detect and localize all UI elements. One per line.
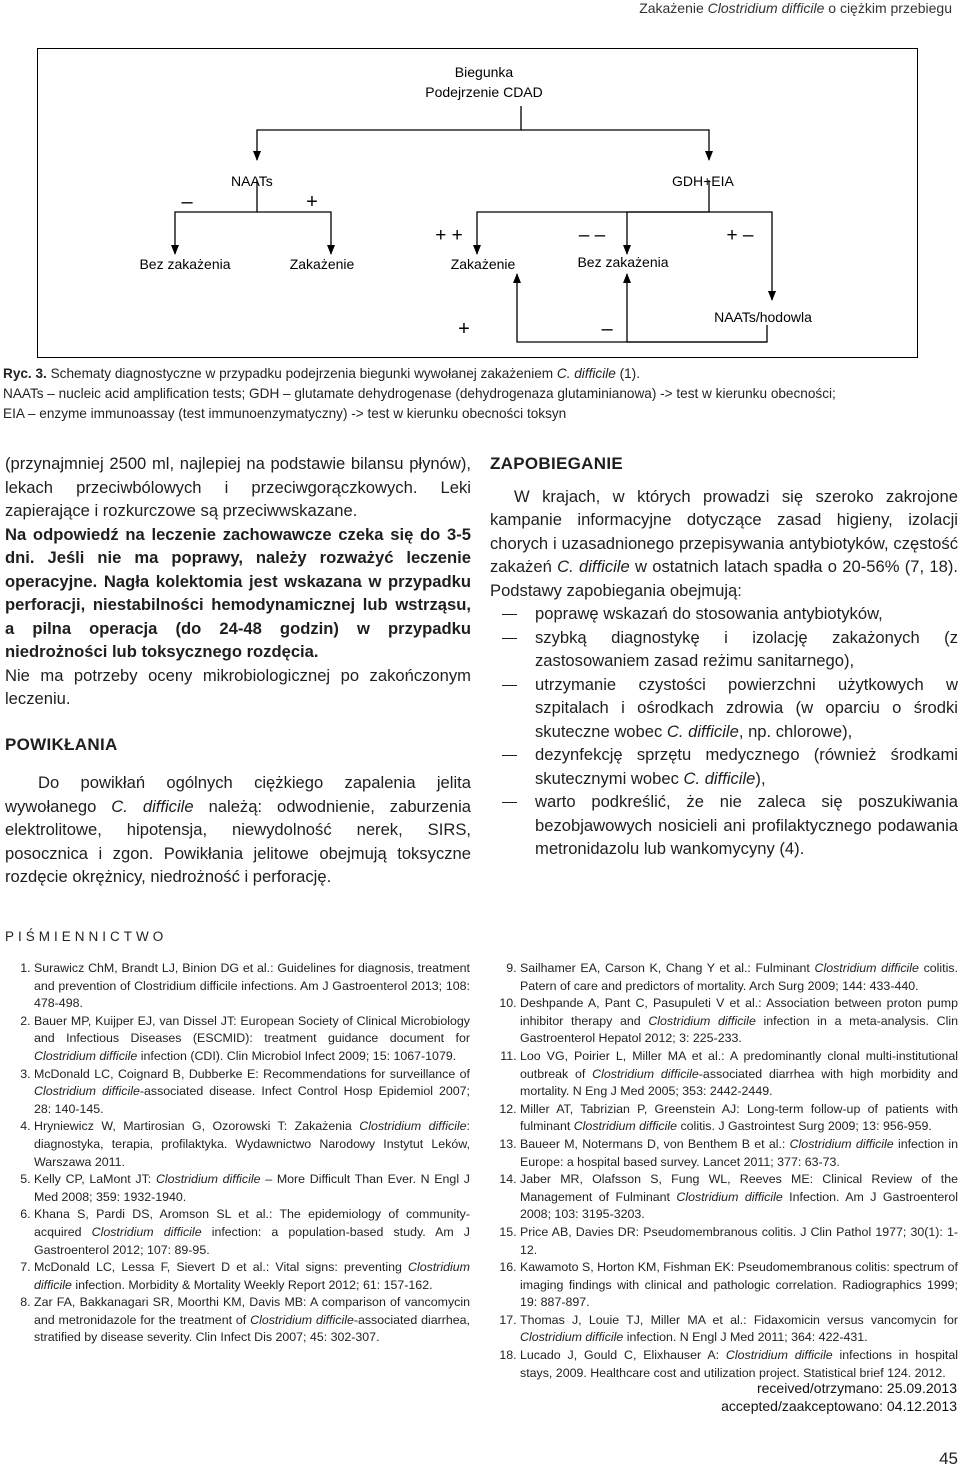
left-paragraph-1: (przynajmniej 2500 ml, najlepiej na podstawie bilansu płynów), lekach przeciwbólowych i przeciwgorączkowych. Leki zapierające i rozkurczowe są przeciwwskazane.: [5, 454, 471, 520]
ref-text-end: -associated diarrhea with high morbidity and mortality. N Eng J Med 2005; 353: 2442-2449.: [520, 1066, 958, 1099]
arrow-gdh-mm: [627, 212, 709, 254]
r-p1-organism: C. difficile: [557, 557, 630, 576]
ref-text-end: -associated disease. Infect Control Hosp Epidemiol 2007; 28: 140-145.: [34, 1084, 470, 1116]
item3-organism: C. difficile: [666, 721, 739, 741]
ref-text: Jaber MR, Olafsson S, Fung WL, Reeves ME: Clinical Review of the Management of Fulminant: [520, 1172, 958, 1204]
prevention-item: warto podkreślić, że nie zaleca się poszukiwania bezobjawowych nosicieli ani profilaktycznego podawania metronidazolu lub wankomycyny (4).: [490, 790, 958, 861]
ref-organism: Clostridium difficile: [648, 1013, 756, 1028]
naats-culture-node: NAATs/hodowla: [714, 309, 812, 325]
ref-text-end: Infection. Am J Gastroenterol 2008; 103: 3195-3203.: [520, 1189, 958, 1222]
ref-organism: Clostridium difficile: [250, 1312, 354, 1327]
p4-organism: C. difficile: [111, 796, 194, 816]
item4-text-end: ),: [755, 768, 766, 788]
left-paragraph-3: Nie ma potrzeby oceny mikrobiologicznej po zakończonym leczeniu.: [5, 665, 471, 708]
reference-item: [34, 1118, 470, 1171]
references-left: [12, 960, 470, 1347]
caption-title: [3, 364, 958, 384]
ref-organism: Clostridium difficile: [34, 1260, 470, 1292]
culture-positive-sign: +: [458, 318, 470, 340]
caption-title-end: (1).: [615, 366, 640, 381]
ref-text: McDonald LC, Coignard B, Dubberke E: Recommendations for surveillance of: [34, 1066, 470, 1081]
r-p1-text: W krajach, w których prowadzi się szeroko zakrojone kampanie informacyjne dotyczące zasad higieny, izolacji chorych i uzasadnionego przepisywania antybiotyków, częstość zakażeń: [490, 486, 958, 576]
prevention-item: [490, 743, 958, 790]
ref-organism: Clostridium difficile: [91, 1224, 202, 1239]
ref-text-end: infection in a meta-analysis. Clin Gastroenterol Hepatol 2012; 3: 225-233.: [520, 1013, 958, 1046]
reference-item: [34, 1066, 470, 1119]
reference-item: [520, 960, 958, 995]
reference-item: [34, 1294, 470, 1347]
r-p1-text-end: w ostatnich latach spadła o 20-56% (7, 18). Podstawy zapobiegania obejmują:: [490, 557, 958, 600]
received-date: received/otrzymano: 25.09.2013: [756, 1380, 957, 1396]
reference-item: [520, 1312, 958, 1347]
ref-organism: Clostridium difficile: [359, 1119, 467, 1134]
ref-text-end: infections in hospital stays, 2009. Healthcare cost and utilization project. Statistical brief 124. 2012.: [520, 1348, 958, 1380]
gdh-double-negative-sign: – –: [578, 225, 606, 246]
arrow-naats-pos: [257, 212, 331, 254]
reference-item: [520, 995, 958, 1048]
reference-item: [520, 1136, 958, 1171]
ref-text: Thomas J, Louie TJ, Miller MA et al.: Fidaxomicin versus vancomycin for: [520, 1312, 958, 1327]
article-dates: [721, 1379, 957, 1415]
ref-text: Baueer M, Notermans D, von Benthem B et al.:: [520, 1136, 790, 1151]
ref-text: Zar FA, Bakkanagari SR, Moorthi KM, Davis MB: A comparison of vancomycin and metronidazole for the treatment of: [34, 1295, 470, 1327]
figure-caption: [3, 364, 958, 424]
p4-text: Do powikłań ogólnych ciężkiego zapalenia jelita wywołanego: [5, 773, 471, 816]
page-number: 45: [939, 1449, 958, 1468]
running-header-suffix: o ciężkim przebiegu: [824, 0, 952, 16]
left-column: [5, 452, 471, 889]
ref-text-end: : diagnostyka, terapia, profilaktyka. Wydawnictwo Narodowy Instytut Leków, Warszawa 2011.: [34, 1119, 470, 1169]
running-header-organism: Clostridium difficile: [707, 0, 825, 16]
outcome-infection-2: Zakażenie: [450, 256, 516, 272]
right-column: [490, 452, 958, 861]
ref-text: Kelly CP, LaMont JT:: [34, 1172, 156, 1187]
reference-item: 16. Kawamoto S, Horton KM, Fishman EK: Pseudomembranous colitis: spectrum of imaging findings with clinical and pathologic correlation. Radiographics 1999; 19: 887-897.: [520, 1259, 958, 1312]
reference-item: 1. Surawicz ChM, Brandt LJ, Binion DG et al.: Guidelines for diagnosis, treatment and prevention of Clostridium difficile infections. Am J Gastroenterol 2013; 108: 478-498.: [34, 960, 470, 1013]
outcome-no-infection-1: Bez zakażenia: [139, 256, 231, 272]
left-paragraph-2: Na odpowiedź na leczenie zachowawcze czeka się do 3-5 dni. Jeśli nie ma poprawy, należy rozważyć leczenie operacyjne. Nagła kolektomia jest wskazana w przypadku perforacji, niestabilności hemodynamicznej lub wstrząsu, a pilna operacja (do 24-48 godzin) w przypadku niedrożności lub toksycznego rozdęcia.: [5, 524, 471, 661]
reference-item: [34, 1013, 470, 1066]
ref-text-end: infection. N Engl J Med 2011; 364: 422-431.: [623, 1330, 868, 1345]
ref-organism: Clostridium difficile: [789, 1136, 894, 1151]
ref-organism: Clostridium difficile: [34, 1048, 138, 1063]
caption-title-text: Schematy diagnostyczne w przypadku podejrzenia biegunki wywołanej zakażeniem: [46, 366, 557, 381]
ref-organism: Clostridium difficile: [573, 1119, 678, 1134]
item3-text: utrzymanie czystości powierzchni użytkowych w szpitalach i ośrodkach zdrowia (w oparciu o środki skuteczne wobec: [535, 674, 958, 741]
ref-text: Deshpande A, Pant C, Pasupuleti V et al.: Association between proton pump inhibitor therapy and: [520, 996, 958, 1028]
ref-text: Khana S, Pardi DS, Aromson SL et al.: The epidemiology of community-acquired: [34, 1207, 470, 1239]
ref-organism: Clostridium difficile: [814, 961, 919, 975]
gdh-double-positive-sign: + +: [435, 225, 463, 246]
p4-text-end: należą: odwodnienie, zaburzenia elektrolitowe, hipotensja, niewydolność nerek, SIRS, posocznica i zgon. Powikłania jelitowe obejmują toksyczne rozdęcie okrężnicy, niedrożność i perforację.: [5, 796, 471, 886]
item4-organism: C. difficile: [683, 768, 756, 788]
arrow-to-gdh: [521, 130, 709, 160]
references-right: [498, 960, 958, 1382]
reference-item: [34, 1206, 470, 1259]
ref-text-end: colitis. J Gastrointest Surg 2009; 13: 956-959.: [677, 1119, 932, 1134]
arrow-culture-pos: [517, 274, 767, 342]
naats-positive-sign: +: [306, 191, 318, 213]
prevention-list: [490, 602, 958, 861]
ref-text: Loo VG, Poirier L, Miller MA et al.: A predominantly clonal multi-institutional outbreak of: [520, 1048, 958, 1081]
item4-text: dezynfekcję sprzętu medycznego (również środkami skutecznymi wobec: [535, 745, 958, 788]
ref-text-end: infection: a population-based study. Am J Gastroenterol 2012; 107: 89-95.: [34, 1224, 470, 1257]
outcome-no-infection-2: Bez zakażenia: [577, 254, 669, 270]
ref-text: Lucado J, Gould C, Elixhauser A:: [520, 1348, 726, 1363]
ref-text: Miller AT, Tabrizian P, Greenstein AJ: Long-term follow-up of patients with fulminant: [520, 1101, 958, 1134]
reference-item: [520, 1171, 958, 1224]
flowchart-connectors: [175, 106, 772, 342]
ref-organism: Clostridium difficile: [676, 1189, 783, 1204]
caption-abbrev-2: EIA – enzyme immunoassay (test immunoenzymatyczny) -> test w kierunku obecności toksyn: [3, 406, 567, 421]
ref-text-end: infection in Europe: a hospital based survey. Lancet 2011; 377: 63-73.: [520, 1136, 958, 1169]
reference-item: [520, 1048, 958, 1101]
running-header-prefix: Zakażenie: [639, 0, 708, 16]
reference-item: [34, 1259, 470, 1294]
flowchart-start-line1: Biegunka: [454, 64, 514, 80]
arrow-culture-neg: [627, 274, 767, 342]
ref-organism: Clostridium difficile: [34, 1084, 140, 1099]
ref-text-end: infection. Morbidity & Mortality Weekly Report 2012; 61: 157-162.: [71, 1277, 433, 1292]
ref-text: Sailhamer EA, Carson K, Chang Y et al.: Fulminant: [520, 961, 815, 975]
gdh-mixed-sign: + –: [726, 225, 754, 246]
prevention-item: szybką diagnostykę i izolację zakażonych (z zastosowaniem zasad reżimu sanitarnego),: [490, 626, 958, 673]
ref-text-end: -associated diarrhea, stratified by disease severity. Clin Infect Dis 2007; 45: 302-307.: [34, 1312, 470, 1345]
culture-negative-sign: –: [601, 318, 613, 340]
gdh-eia-node: GDH+EIA: [672, 173, 734, 189]
accepted-date: accepted/zaakceptowano: 04.12.2013: [721, 1398, 957, 1414]
ref-organism: Clostridium difficile: [155, 1172, 261, 1187]
caption-organism: C. difficile: [556, 366, 616, 381]
prevention-heading: ZAPOBIEGANIE: [490, 454, 624, 473]
reference-item: 15. Price AB, Davies DR: Pseudomembranous colitis. J Clin Pathol 1977; 30(1): 1-12.: [520, 1224, 958, 1259]
right-paragraph-1: [490, 485, 958, 603]
item3-text-end: , np. chlorowe),: [738, 721, 853, 741]
ref-text: Bauer MP, Kuijper EJ, van Dissel JT: European Society of Clinical Microbiology and Infectious Diseases (ESCMID): treatment guidance document for: [34, 1013, 470, 1046]
arrow-to-naats: [257, 106, 521, 160]
ref-text-end: colitis. Patern of care and predictors of mortality. Arch Surg 2009; 144: 433-440.: [520, 961, 958, 993]
reference-item: [520, 1347, 958, 1382]
diagnostic-flowchart: [37, 48, 918, 358]
ref-organism: Clostridium difficile: [520, 1330, 624, 1345]
ref-organism: Clostridium difficile: [725, 1348, 833, 1363]
ref-text-end: infection (CDI). Clin Microbiol Infect 2009; 15: 1067-1079.: [137, 1048, 457, 1063]
caption-abbrev-1: NAATs – nucleic acid amplification tests; GDH – glutamate dehydrogenase (dehydrogenaza glutaminianowa) -> test w kierunku obecności;: [3, 386, 836, 401]
ref-organism: Clostridium difficile: [592, 1066, 699, 1081]
ref-text: McDonald LC, Lessa F, Sievert D et al.: Vital signs: preventing: [34, 1260, 409, 1275]
complications-heading: POWIKŁANIA: [5, 734, 118, 754]
naats-node: NAATs: [231, 173, 273, 189]
references-heading: PIŚMIENNICTWO: [5, 929, 168, 944]
reference-item: [34, 1171, 470, 1206]
ref-text-end: – More Difficult Than Ever. N Engl J Med 2008; 359: 1932-1940.: [34, 1172, 470, 1204]
left-paragraph-4: [5, 771, 471, 889]
flowchart-start-line2: Podejrzenie CDAD: [425, 84, 543, 100]
outcome-infection-1: Zakażenie: [289, 256, 355, 272]
caption-label: Ryc. 3.: [3, 366, 47, 381]
prevention-item: [490, 673, 958, 744]
ref-text: Hryniewicz W, Martirosian G, Ozorowski T: Zakażenia: [34, 1119, 360, 1134]
reference-item: [520, 1101, 958, 1136]
prevention-item: poprawę wskazań do stosowania antybiotyków,: [490, 602, 958, 626]
running-header: [639, 0, 952, 16]
naats-negative-sign: –: [181, 191, 193, 213]
